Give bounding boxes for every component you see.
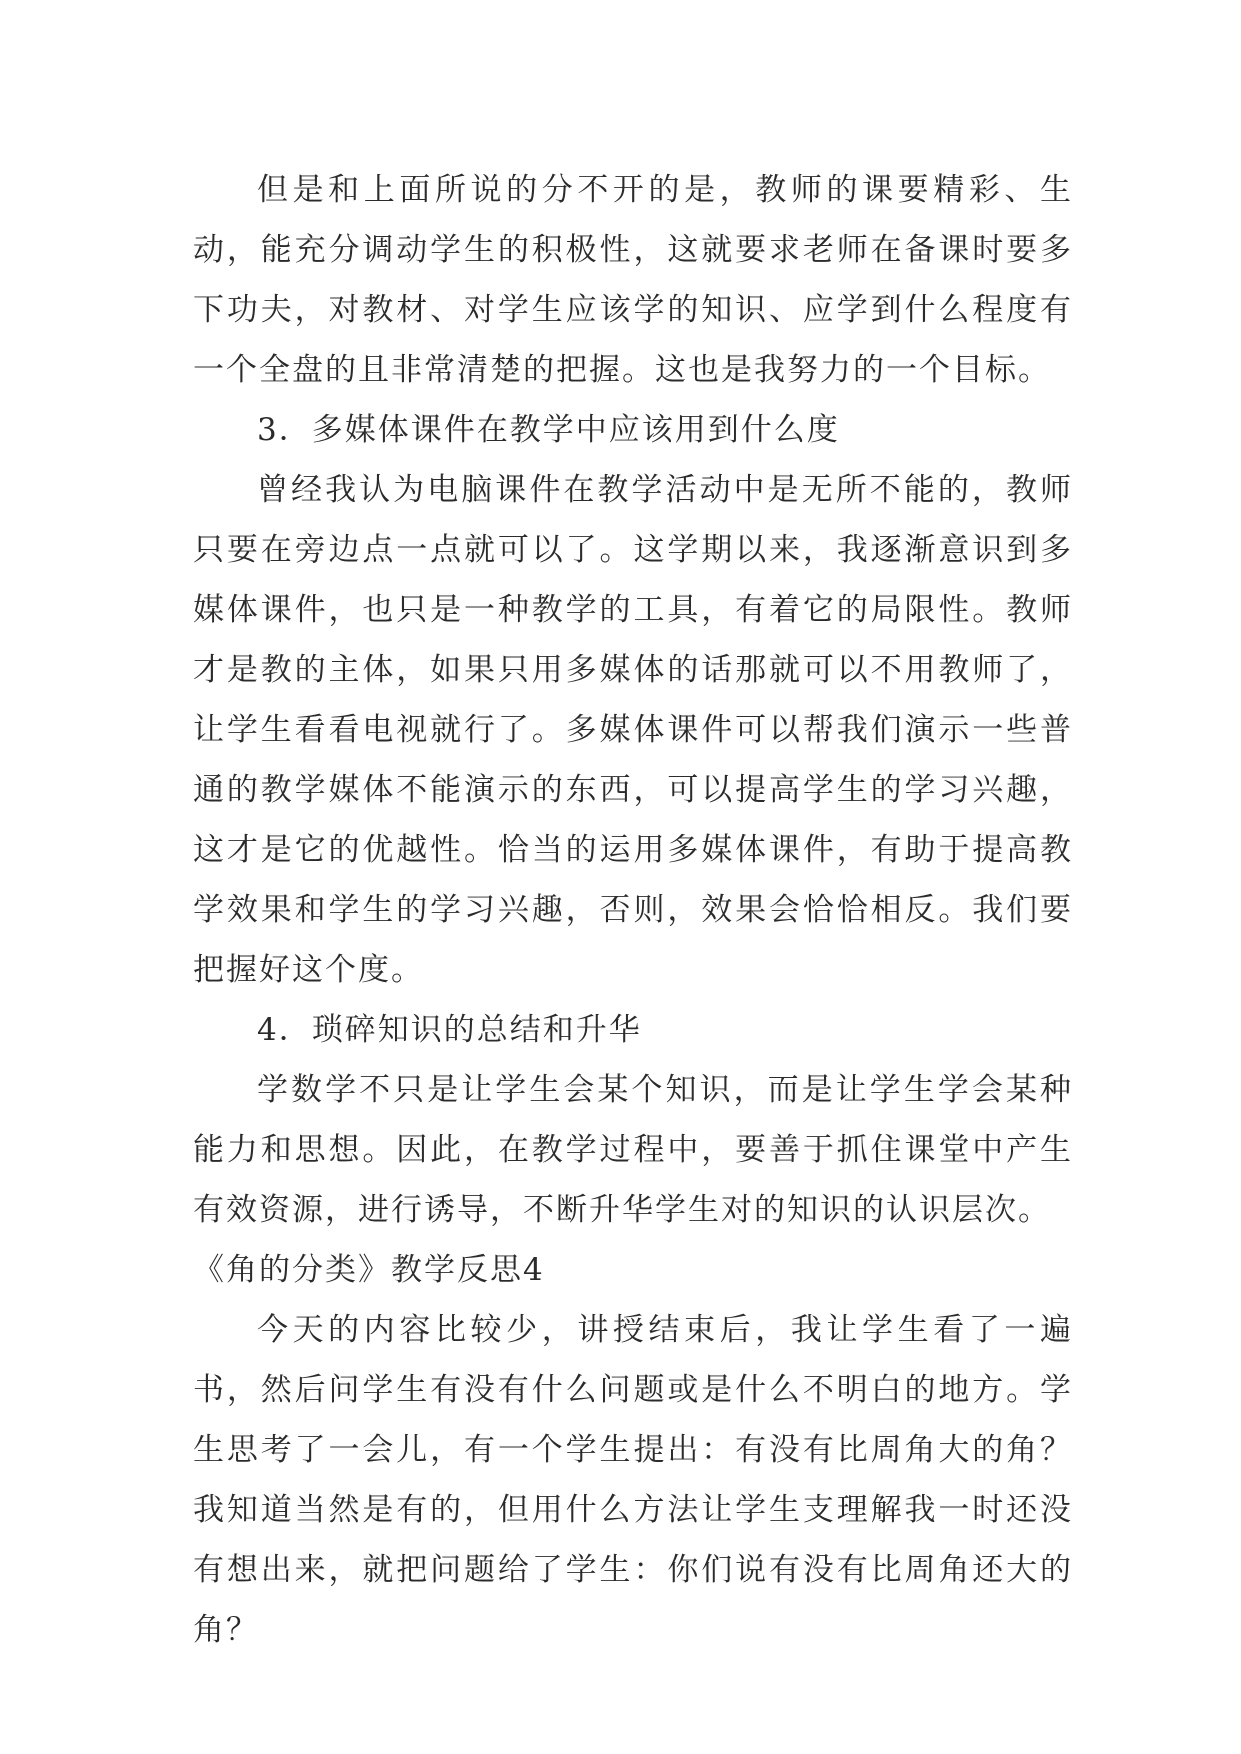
heading-knowledge-summary: 4．琐碎知识的总结和升华	[257, 1012, 642, 1048]
paragraph-multimedia: 曾经我认为电脑课件在教学活动中是无所不能的，教师只要在旁边点一点就可以了。这学期以来，我逐渐意识到多媒体课件，也只是一种教学的工具，有着它的局限性。教师才是教的主体，如果只用多媒体的话那就可以不用教师了，让学生看看电视就行了。多媒体课件可以帮我们演示一些普通的教学媒体不能演示的东西，可以提高学生的学习兴趣，这才是它的优越性。恰当的运用多媒体课件，有助于提高教学效果和学生的学习兴趣，否则，效果会恰恰相反。我们要把握好这个度。	[193, 472, 1073, 988]
paragraph-angle-question: 今天的内容比较少，讲授结束后，我让学生看了一遍书，然后问学生有没有什么问题或是什么不明白的地方。学生思考了一会儿，有一个学生提出：有没有比周角大的角？我知道当然是有的，但用什么方法让学生支理解我一时还没有想出来，就把问题给了学生：你们说有没有比周角还大的角？	[193, 1312, 1073, 1648]
document-body	[193, 160, 1073, 1660]
section-title-angle-classification: 《角的分类》教学反思4	[193, 1252, 545, 1288]
paragraph-knowledge-summary: 学数学不只是让学生会某个知识，而是让学生学会某种能力和思想。因此，在教学过程中，要善于抓住课堂中产生有效资源，进行诱导，不断升华学生对的知识的认识层次。	[193, 1072, 1073, 1228]
heading-multimedia: 3．多媒体课件在教学中应该用到什么度	[257, 412, 840, 448]
paragraph-teacher-lesson: 但是和上面所说的分不开的是，教师的课要精彩、生动，能充分调动学生的积极性，这就要求老师在备课时要多下功夫，对教材、对学生应该学的知识、应学到什么程度有一个全盘的且非常清楚的把握。这也是我努力的一个目标。	[193, 172, 1073, 388]
